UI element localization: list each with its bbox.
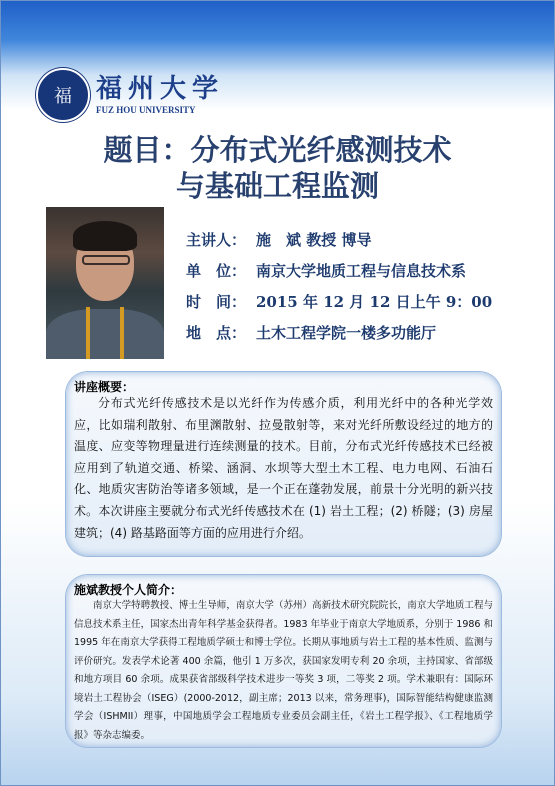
speaker-photo: [46, 207, 164, 359]
info-value: 2015 年 12 月 12 日上午 9：00: [256, 293, 493, 311]
lecture-title-line2: 与基础工程监测: [175, 169, 379, 203]
bio-text: 南京大学特聘教授、博士生导师，南京大学（苏州）高新技术研究院院长，南京大学地质工程与信息技术系主任，国家杰出青年科学基金获得者。1983 年毕业于南京大学地质系，分别于 1986 和 1995 年在南京大学获得工程地质学硕士和博士学位。长期从事地质与岩土工程的基本性质、监测与评价研究。发表学术论著 400 余篇，他引 1 万多次，获国家发明专利 20 余项，主持国家、省部级和地方项目 60 余项。成果获省部级科学技术进步一等奖 3 项，二等奖 2 项。学术兼职有：国际环境岩土工程协会（ISEG）(2000-2012，副主席；2013 以来，常务理事)，国际智能结构健康监测学会（ISHMII）理事，中国地质学会工程地质专业委员会副主任，《岩土工程学报》、《工程地质学报》等杂志编委。: [74, 600, 493, 741]
info-label: 单 位：: [186, 262, 247, 280]
info-label: 主讲人：: [186, 231, 247, 249]
university-name-cn: 福州大学: [96, 74, 225, 104]
overview-heading: 讲座概要：: [74, 380, 135, 394]
bio-box: [66, 575, 501, 747]
info-speaker: [186, 225, 492, 256]
logo-text: [96, 75, 224, 115]
info-value: 施 斌 教授 博导: [256, 231, 372, 249]
info-value: 南京大学地质工程与信息技术系: [256, 262, 467, 280]
overview-box: [66, 372, 501, 556]
info-place: [186, 318, 492, 349]
university-logo: [36, 68, 224, 122]
seal-char: 福: [54, 86, 72, 107]
overview-text: 分布式光纤传感技术是以光纤作为传感介质，利用光纤中的各种光学效应，比如瑞利散射、布里渊散射、拉曼散射等，来对光纤所敷设经过的地方的温度、应变等物理量进行连续测量的技术。目前，分布式光纤传感技术已经被应用到了轨道交通、桥梁、涵洞、水坝等大型土木工程、电力电网、石油石化、地质灾害防治等诸多领域，是一个正在蓬勃发展，前景十分光明的新兴技术。本次讲座主要就分布式光纤传感技术在 (1) 岩土工程；(2) 桥隧；(3) 房屋建筑；(4) 路基路面等方面的应用进行介绍。: [74, 396, 493, 540]
lecture-info: [186, 225, 492, 349]
info-unit: [186, 256, 492, 287]
university-seal-icon: [36, 68, 90, 122]
bio-heading: 施斌教授个人简介：: [74, 583, 183, 597]
info-label: 时 间：: [186, 293, 247, 311]
university-name-en: FUZ HOU UNIVERSITY: [96, 105, 196, 115]
info-value: 土木工程学院一楼多功能厅: [256, 324, 437, 342]
lecture-title-line1: 题目：分布式光纤感测技术: [103, 133, 452, 167]
info-label: 地 点：: [186, 324, 247, 342]
info-time: [186, 287, 492, 318]
